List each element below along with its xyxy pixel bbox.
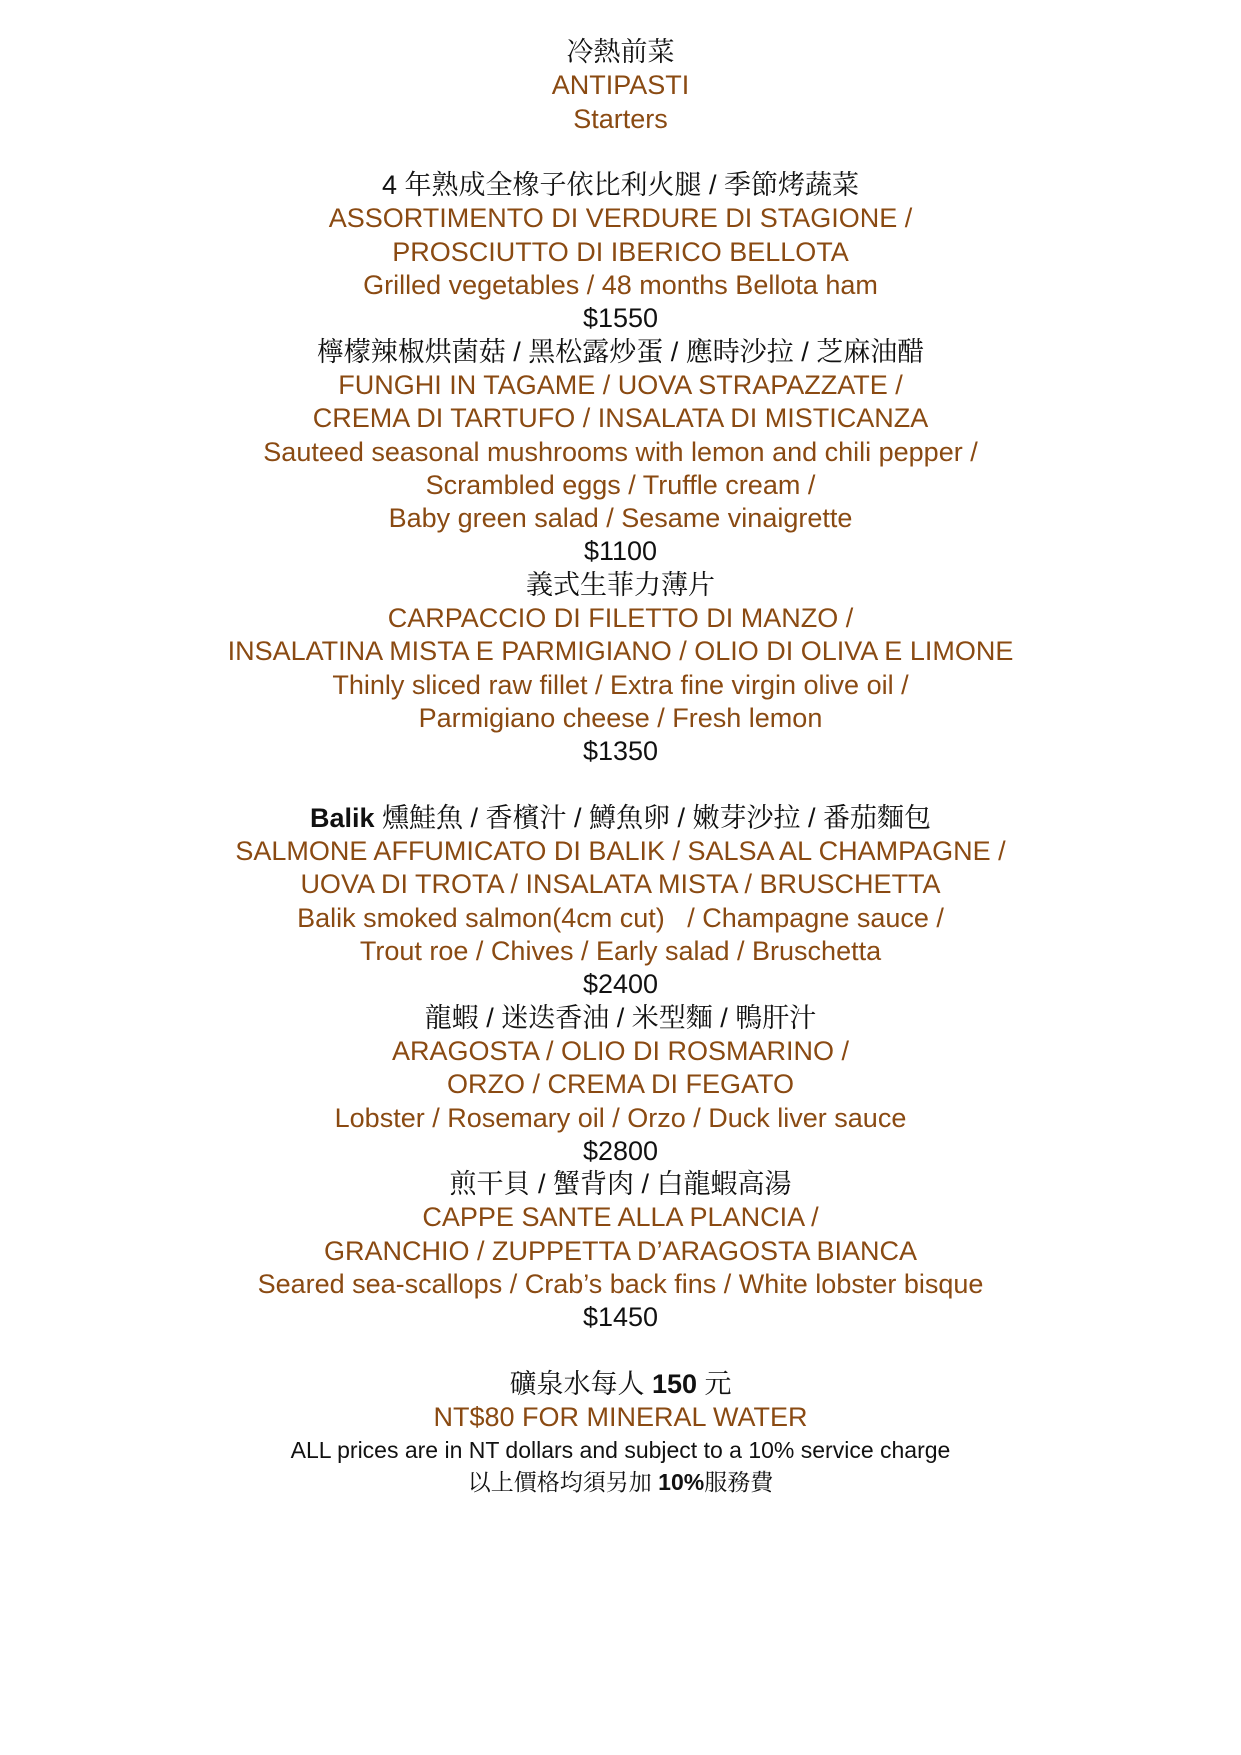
spacer (0, 136, 1241, 169)
spacer (0, 769, 1241, 802)
dish-name-zh: 義式生菲力薄片 (526, 569, 715, 600)
dish-description-en: Baby green salad / Sesame vinaigrette (388, 503, 853, 534)
dish-price: $1450 (582, 1302, 659, 1333)
dish-description-en: Thinly sliced raw fillet / Extra fine virgin olive oil / (332, 669, 909, 700)
water-charge-zh-amount: 150 (651, 1368, 698, 1399)
water-charge-en: NT$80 FOR MINERAL WATER (433, 1402, 808, 1433)
dish-description-en: Grilled vegetables / 48 months Bellota ham (363, 270, 878, 301)
menu-item (0, 1168, 1241, 1334)
water-charge-zh-unit: 元 (697, 1368, 732, 1399)
dish-name-zh-rest: 燻鮭魚 / 香檳汁 / 鱒魚卵 / 嫩芽沙拉 / 番茄麵包 (374, 802, 932, 833)
dish-name-it: FUNGHI IN TAGAME / UOVA STRAPAZZATE / (338, 369, 903, 400)
dish-name-zh: 4 年熟成全橡子依比利火腿 / 季節烤蔬菜 (381, 170, 860, 201)
menu-item (0, 169, 1241, 335)
service-charge-zh-text: 以上價格均須另加 (467, 1469, 659, 1496)
dish-description-en: Lobster / Rosemary oil / Orzo / Duck liver sauce (334, 1102, 907, 1133)
dish-description-en: Trout roe / Chives / Early salad / Bruschetta (359, 936, 882, 967)
water-charge-zh-text: 礦泉水每人 (509, 1368, 652, 1399)
dish-description-en: Balik smoked salmon(4cm cut) / Champagne sauce / (297, 902, 944, 933)
menu-item (0, 802, 1241, 1002)
dish-name-it: GRANCHIO / ZUPPETTA D’ARAGOSTA BIANCA (323, 1235, 918, 1266)
dish-description-en: Sauteed seasonal mushrooms with lemon and chili pepper / (263, 436, 978, 467)
menu-page (0, 36, 1241, 1498)
dish-name-zh: 煎干貝 / 蟹背肉 / 白龍蝦高湯 (449, 1169, 792, 1200)
dish-name-it: UOVA DI TROTA / INSALATA MISTA / BRUSCHETTA (300, 869, 941, 900)
menu-item (0, 569, 1241, 769)
service-charge-note-zh (0, 1466, 1241, 1498)
dish-description-en: Scrambled eggs / Truffle cream / (425, 469, 816, 500)
menu-item (0, 336, 1241, 569)
menu-footer (0, 1368, 1241, 1499)
dish-name-it: CREMA DI TARTUFO / INSALATA DI MISTICANZA (312, 403, 929, 434)
dish-name-it: PROSCIUTTO DI IBERICO BELLOTA (392, 236, 849, 267)
dish-price: $1350 (582, 736, 659, 767)
dish-name-it: INSALATINA MISTA E PARMIGIANO / OLIO DI OLIVA E LIMONE (227, 636, 1014, 667)
dish-name-zh: 龍蝦 / 迷迭香油 / 米型麵 / 鴨肝汁 (424, 1002, 817, 1033)
service-charge-zh-suffix: 服務費 (704, 1469, 774, 1496)
dish-description-en: Seared sea-scallops / Crab’s back fins / White lobster bisque (257, 1268, 984, 1299)
dish-name-it: ARAGOSTA / OLIO DI ROSMARINO / (391, 1035, 850, 1066)
section-header (0, 36, 1241, 136)
dish-name-it: CAPPE SANTE ALLA PLANCIA / (422, 1202, 819, 1233)
section-title-en: Starters (573, 103, 668, 134)
spacer (0, 1335, 1241, 1368)
dish-price: $1100 (583, 536, 658, 567)
dish-name-zh-bold: Balik (309, 802, 375, 833)
dish-name-zh: 檸檬辣椒烘菌菇 / 黑松露炒蛋 / 應時沙拉 / 芝麻油醋 (316, 336, 925, 367)
dish-name-it: SALMONE AFFUMICATO DI BALIK / SALSA AL CHAMPAGNE / (235, 836, 1006, 867)
water-charge-zh (0, 1368, 1241, 1401)
dish-price: $2800 (582, 1135, 659, 1166)
menu-item (0, 1002, 1241, 1168)
section-title-it: ANTIPASTI (551, 70, 690, 101)
dish-description-en: Parmigiano cheese / Fresh lemon (418, 702, 823, 733)
section-title-zh: 冷熱前菜 (566, 37, 675, 67)
dish-name-zh (0, 802, 1241, 835)
dish-name-it: ORZO / CREMA DI FEGATO (446, 1069, 795, 1100)
service-charge-zh-percent: 10% (658, 1469, 705, 1496)
dish-name-it: ASSORTIMENTO DI VERDURE DI STAGIONE / (328, 203, 913, 234)
service-charge-note-en: ALL prices are in NT dollars and subject to a 10% service charge (290, 1437, 951, 1464)
dish-price: $2400 (582, 969, 659, 1000)
dish-price: $1550 (582, 303, 659, 334)
dish-name-it: CARPACCIO DI FILETTO DI MANZO / (387, 603, 854, 634)
